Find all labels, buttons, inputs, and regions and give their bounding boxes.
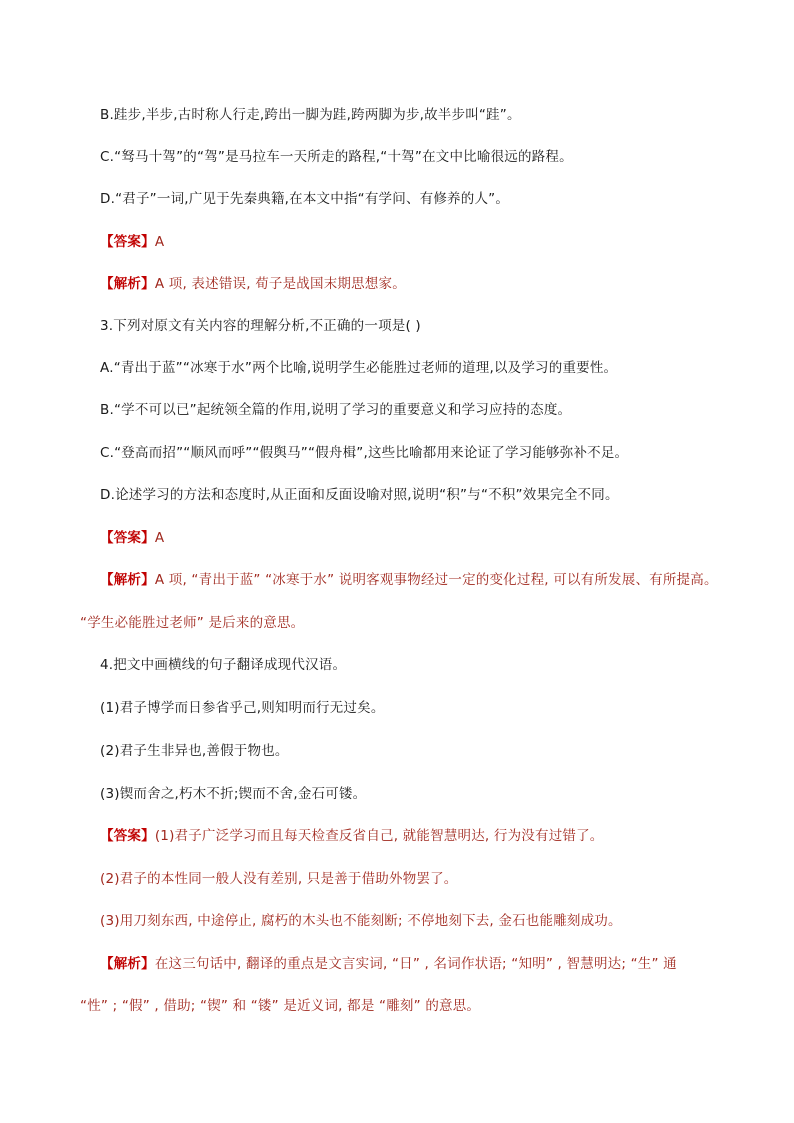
analysis-label: 【解析】	[100, 572, 155, 588]
answer-label: 【答案】	[100, 530, 155, 546]
answer-value: A	[154, 530, 165, 546]
analysis-text-line1: A 项, “青出于蓝” “冰寒于水” 说明客观事物经过一定的变化过程, 可以有所发展、有所提高。	[154, 572, 718, 588]
q3-option-a: A.“青出于蓝”“冰寒于水”两个比喻,说明学生必能胜过老师的道理,以及学习的重要性。	[100, 360, 618, 376]
q3-option-c: C.“登高而招”“顺风而呼”“假舆马”“假舟楫”,这些比喻都用来论证了学习能够弥补不足。	[100, 445, 629, 461]
q4-sentence-3: (3)锲而舍之,朽木不折;锲而不舍,金石可镂。	[100, 786, 367, 802]
q3-option-d: D.论述学习的方法和态度时,从正面和反面设喻对照,说明“积”与“不积”效果完全不同。	[100, 487, 619, 503]
q4-sentence-2: (2)君子生非异也,善假于物也。	[100, 743, 289, 759]
q4-analysis	[100, 954, 677, 974]
q3-option-b: B.“学不可以已”起统领全篇的作用,说明了学习的重要意义和学习应持的态度。	[100, 402, 572, 418]
q2-analysis	[100, 274, 406, 294]
q4-answer-line3: (3)用刀刻东西, 中途停止, 腐朽的木头也不能刻断; 不停地刻下去, 金石也能雕刻成功。	[100, 913, 622, 929]
q3-stem: 3.下列对原文有关内容的理解分析,不正确的一项是( )	[100, 318, 421, 334]
q4-stem: 4.把文中画横线的句子翻译成现代汉语。	[100, 657, 347, 673]
q3-analysis-line2: “学生必能胜过老师” 是后来的意思。	[80, 615, 305, 631]
q2-answer	[100, 232, 164, 252]
q4-analysis-line2: “性” ; “假” , 借助; “锲” 和 “镂” 是近义词, 都是 “雕刻” 的意思。	[80, 998, 481, 1014]
q4-answer	[100, 826, 604, 846]
q4-answer-line2: (2)君子的本性同一般人没有差别, 只是善于借助外物罢了。	[100, 871, 458, 887]
q4-sentence-1: (1)君子博学而日参省乎己,则知明而行无过矣。	[100, 700, 385, 716]
q3-answer	[100, 528, 164, 548]
option-b-q2: B.跬步,半步,古时称人行走,跨出一脚为跬,跨两脚为步,故半步叫“跬”。	[100, 107, 521, 123]
option-d-q2: D.“君子”一词,广见于先秦典籍,在本文中指“有学问、有修养的人”。	[100, 191, 510, 207]
option-c-q2: C.“驽马十驾”的“驾”是马拉车一天所走的路程,“十驾”在文中比喻很远的路程。	[100, 149, 573, 165]
answer-value: A	[154, 234, 165, 250]
analysis-text-line1: 在这三句话中, 翻译的重点是文言实词, “日” , 名词作状语; “知明” , 智慧明达; “生” 通	[154, 956, 677, 972]
analysis-text: A 项, 表述错误, 荀子是战国末期思想家。	[154, 276, 406, 292]
q3-analysis	[100, 570, 718, 590]
answer-label: 【答案】	[100, 234, 155, 250]
answer-label: 【答案】	[100, 828, 155, 844]
analysis-label: 【解析】	[100, 956, 155, 972]
analysis-label: 【解析】	[100, 276, 155, 292]
answer-line1: (1)君子广泛学习而且每天检查反省自己, 就能智慧明达, 行为没有过错了。	[154, 828, 604, 844]
